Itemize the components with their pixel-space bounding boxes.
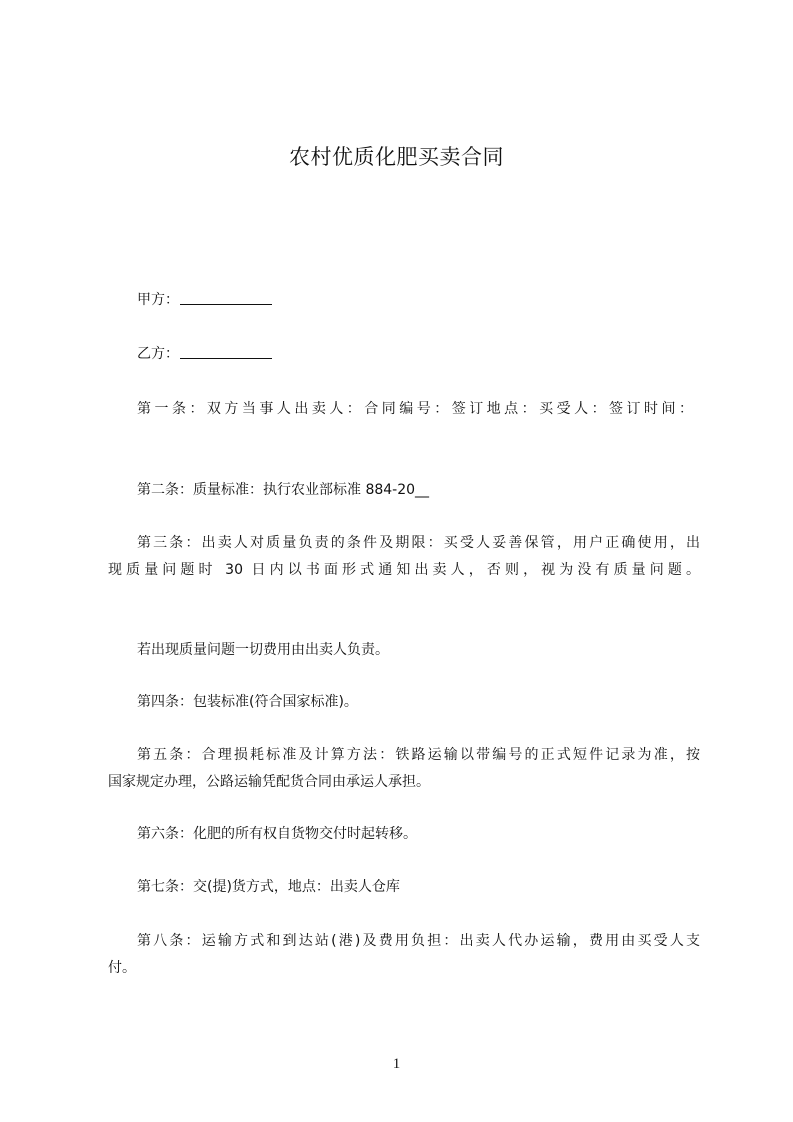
clause-3-line-1: 第三条：出卖人对质量负责的条件及期限：买受人妥善保管，用户正确使用，出 — [137, 535, 700, 551]
party-a-label: 甲方： — [137, 292, 179, 308]
clause-8-line-1: 第八条：运输方式和到达站(港)及费用负担：出卖人代办运输，费用由买受人支 — [137, 933, 700, 949]
clause-3-line-2: 现质量问题时 30 日内以书面形式通知出卖人，否则，视为没有质量问题。 — [108, 562, 700, 578]
document-title: 农村优质化肥买卖合同 — [289, 145, 504, 169]
party-b-blank — [180, 344, 272, 359]
party-b-label: 乙方： — [137, 346, 179, 362]
clause-3-extra: 若出现质量问题一切费用由出卖人负责。 — [137, 642, 389, 658]
clause-5-line-1: 第五条：合理损耗标准及计算方法：铁路运输以带编号的正式短件记录为准，按 — [137, 747, 700, 763]
clause-6: 第六条：化肥的所有权自货物交付时起转移。 — [137, 826, 417, 842]
clause-8-line-2: 付。 — [108, 960, 136, 976]
clause-1: 第一条：双方当事人出卖人：合同编号：签订地点：买受人：签订时间： — [137, 401, 693, 417]
clause-4: 第四条：包装标准(符合国家标准)。 — [137, 694, 358, 710]
page-number: 1 — [392, 1056, 401, 1072]
clause-2: 第二条：质量标准：执行农业部标准 884-20__ — [137, 482, 430, 498]
party-b-line — [137, 342, 700, 366]
clause-5-line-2: 国家规定办理，公路运输凭配货合同由承运人承担。 — [108, 774, 430, 790]
party-a-line — [137, 288, 700, 312]
clause-7: 第七条：交(提)货方式，地点：出卖人仓库 — [137, 879, 400, 895]
party-a-blank — [180, 290, 272, 305]
